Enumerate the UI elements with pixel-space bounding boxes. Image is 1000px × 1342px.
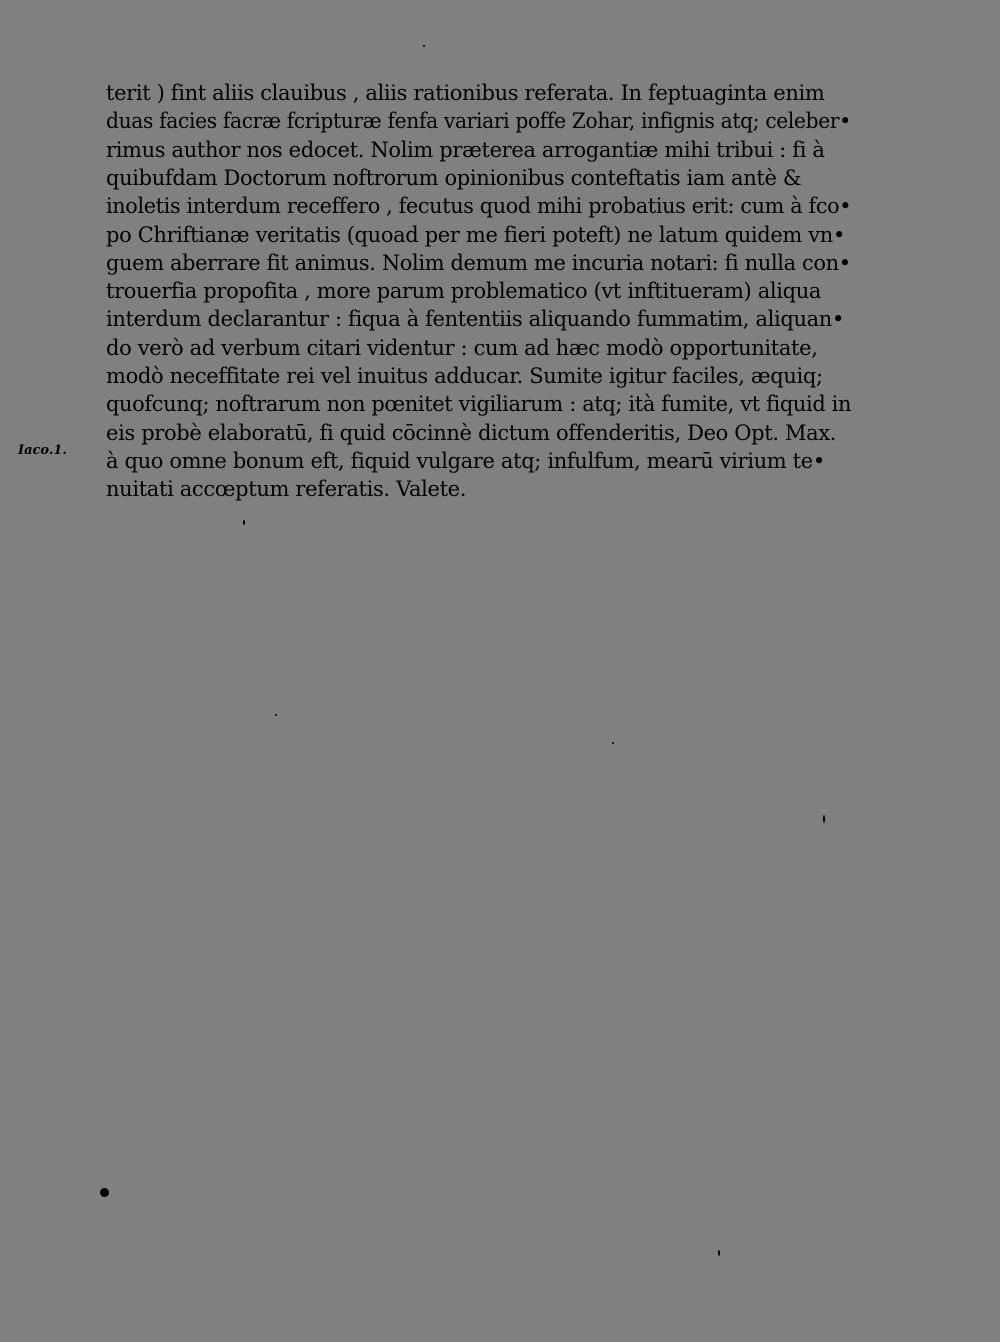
text-line: rimus author nos edocet. Nolim præterea arrogantiæ mihi tribui : fi à [106,137,825,162]
marginal-note: Iaco.1. [18,443,67,458]
text-line: eis probè elaboratū, fi quid cōcinnè dictum offenderitis, Deo Opt. Max. [106,420,837,445]
ink-speck [100,1188,109,1197]
text-line: quibufdam Doctorum noftrorum opinionibus conteftatis iam antè & [106,165,802,190]
text-line: trouerfia propofita , more parum problematico (vt inftitueram) aliqua [106,279,822,304]
text-line: do verò ad verbum citari videntur : cum ad hæc modò opportunitate, [106,335,818,360]
text-line: duas facies facræ fcripturæ fenfa variari poffe Zohar, infignis atq; celeber• [106,109,851,134]
text-line: terit ) fint aliis clauibus , aliis rationibus referata. In feptuaginta enim [106,81,825,105]
ink-speck [823,815,825,823]
ink-speck [243,520,245,525]
text-line: interdum declarantur : fiqua à fententiis aliquando fummatim, aliquan• [106,307,845,332]
text-line: nuitati accœptum referatis. Valete. [106,477,467,502]
ink-speck [423,45,425,47]
ink-speck [612,742,614,744]
text-line: quofcunq; noftrarum non pœnitet vigiliarum : atq; ità fumite, vt fiquid in [106,392,852,417]
ink-speck [718,1250,720,1256]
text-line: modò neceffitate rei vel inuitus adducar. Sumite igitur faciles, æquiq; [106,364,823,388]
text-line: guem aberrare fit animus. Nolim demum me incuria notari: fi nulla con• [106,250,851,275]
text-line: po Chriftianæ veritatis (quoad per me fieri poteft) ne latum quidem vn• [106,222,846,247]
text-line: à quo omne bonum eft, fiquid vulgare atq; infulfum, mearū virium te• [106,448,825,473]
text-line: inoletis interdum receffero , fecutus quod mihi probatius erit: cum à fco• [106,194,852,219]
ink-speck [275,714,277,716]
